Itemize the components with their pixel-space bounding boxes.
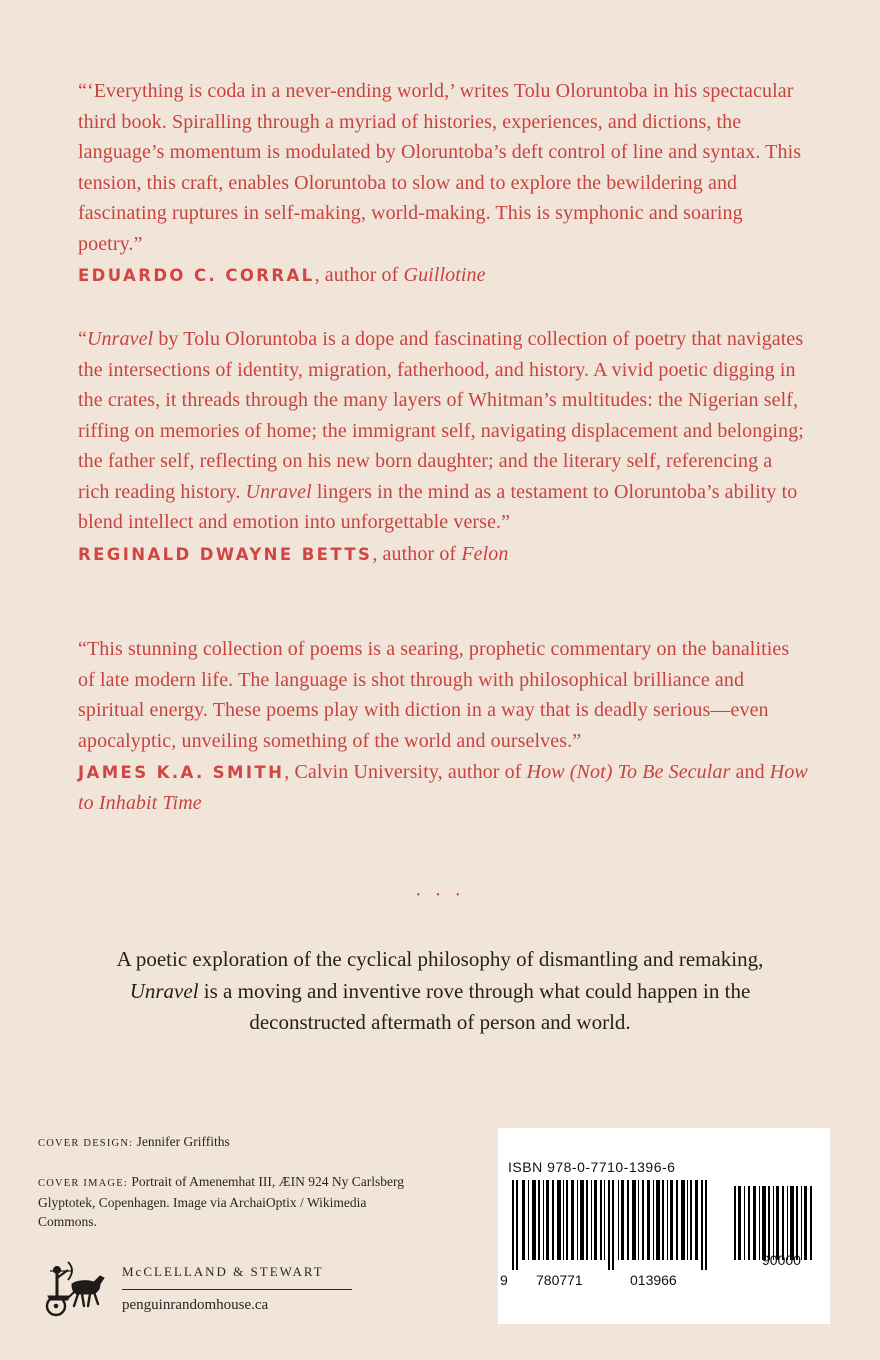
book-title: Unravel xyxy=(129,978,199,1003)
cover-image-credit xyxy=(38,1172,418,1231)
author-work: How (Not) To Be Secular xyxy=(526,761,731,783)
barcode-addon-digits: 90000 xyxy=(762,1252,801,1268)
section-separator: · · · xyxy=(415,884,465,906)
author-work: How to Inhabit Time xyxy=(78,761,808,814)
author-name: REGINALD DWAYNE BETTS xyxy=(78,544,373,564)
quote-body: by Tolu Oloruntoba is a dope and fascinating collection of poetry that navigates the intersections of identity, migration, fatherhood, and history. A vivid poetic digging in the crates, it threads through the many layers of Whitman’s multitudes: the Nigerian self, riffing on memories of home; the immigrant self, navigating displacement and belonging; the father self, reflecting on his new born daughter; and the literary self, referencing a rich reading history. xyxy=(78,328,804,503)
author-role: , author of xyxy=(314,264,404,286)
quote-attribution xyxy=(78,260,808,291)
book-title: Unravel xyxy=(86,328,154,350)
credit-value: Jennifer Griffiths xyxy=(133,1134,230,1149)
cover-design-credit xyxy=(38,1132,418,1153)
blurb-quote-betts xyxy=(78,324,808,570)
credit-label: COVER IMAGE: xyxy=(38,1178,128,1189)
author-name: EDUARDO C. CORRAL xyxy=(78,266,315,285)
description-lead: A poetic exploration of the cyclical philosophy of dismantling and remaking, xyxy=(116,947,764,971)
quote-text: “‘Everything is coda in a never-ending world,’ writes Tolu Oloruntoba in his spectacular third book. Spiralling through a myriad of histories, experiences, and dictions, the language’s momentum is modulated by Oloruntoba’s deft control of line and syntax. This tension, this craft, enables Oloruntoba to slow and to explore the bewildering and fascinating ruptures in self-making, world-making. This is symphonic and soaring poetry.” xyxy=(78,80,802,255)
quote-end: lingers in the mind as a testament to Oloruntoba’s ability to blend intellect and emotion into unforgettable verse.” xyxy=(78,480,798,533)
barcode-digits-right: 013966 xyxy=(630,1272,677,1288)
credit-value: Portrait of Amenemhat III, ÆIN 924 Ny Carlsberg Glyptotek, Copenhagen. Image via ArchaiOptix / Wikimedia Commons. xyxy=(38,1174,405,1229)
author-work: Felon xyxy=(461,542,509,565)
barcode-digits-left: 780771 xyxy=(536,1272,583,1288)
archer-chariot-icon xyxy=(38,1254,110,1326)
quote-text xyxy=(78,324,808,538)
blurb-quote-corral xyxy=(78,76,808,291)
author-work: Guillotine xyxy=(403,264,486,286)
blurb-quote-smith xyxy=(78,634,808,818)
author-role: , Calvin University, author of xyxy=(284,761,527,783)
barcode-digit-first: 9 xyxy=(500,1272,508,1288)
author-name: JAMES K.A. SMITH xyxy=(78,763,285,782)
isbn-label: ISBN 978-0-7710-1396-6 xyxy=(508,1159,676,1175)
publisher-rule xyxy=(122,1289,352,1290)
book-description xyxy=(80,944,800,1039)
publisher-name: McCLELLAND & STEWART xyxy=(122,1264,324,1279)
quote-text: “This stunning collection of poems is a searing, prophetic commentary on the banalities of late modern life. The language is shot through with philosophical brilliance and spiritual energy. These poems play with diction in a way that is deadly serious—even apocalyptic, unveiling something of the world and ourselves.” xyxy=(78,638,790,752)
credit-label: COVER DESIGN: xyxy=(38,1138,134,1149)
author-and: and xyxy=(730,761,770,783)
author-role: , author of xyxy=(372,542,462,565)
description-rest: is a moving and inventive rove through what could happen in the deconstructed aftermath of person and world. xyxy=(198,978,751,1034)
quote-attribution xyxy=(78,539,808,570)
publisher-url[interactable]: penguinrandomhouse.ca xyxy=(122,1297,269,1313)
publisher-block xyxy=(38,1254,358,1334)
book-title: Unravel xyxy=(245,480,312,503)
quote-attribution xyxy=(78,757,808,818)
quote-open: “ xyxy=(78,328,87,350)
isbn-barcode-box xyxy=(498,1128,830,1324)
